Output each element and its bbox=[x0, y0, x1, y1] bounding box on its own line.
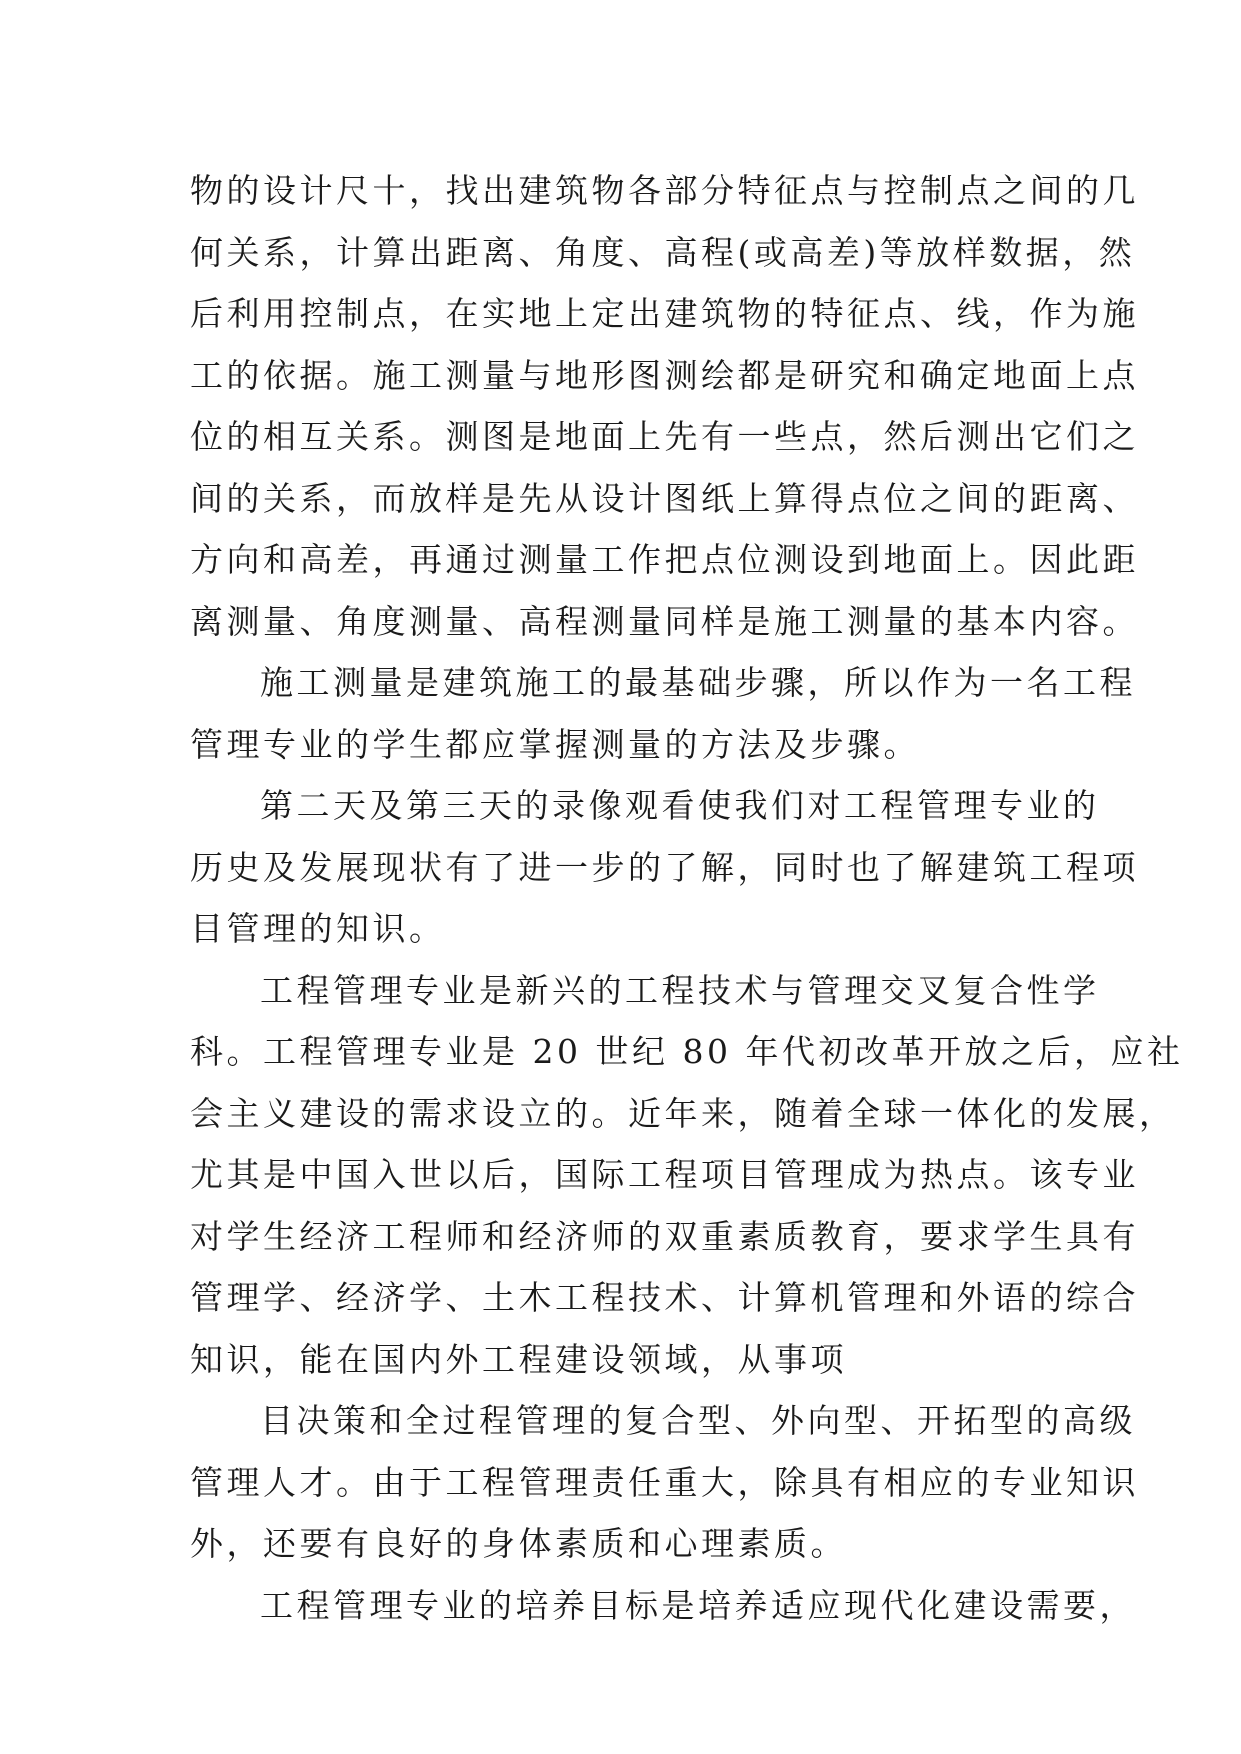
paragraph-2 bbox=[190, 652, 1136, 775]
text-line: 尤其是中国入世以后，国际工程项目管理成为热点。该专业 bbox=[190, 1155, 1139, 1194]
text-line: 离测量、角度测量、高程测量同样是施工测量的基本内容。 bbox=[190, 601, 1139, 641]
text-line: 知识，能在国内外工程建设领域，从事项 bbox=[190, 1339, 847, 1379]
text-line: 科。工程管理专业是 20 世纪 80 年代初改革开放之后，应社 bbox=[190, 1032, 1184, 1071]
text-line: 工程管理专业的培养目标是培养适应现代化建设需要， bbox=[260, 1585, 1136, 1625]
text-line: 何关系，计算出距离、角度、高程(或高差)等放样数据，然 bbox=[190, 232, 1136, 272]
text-line: 方向和高差，再通过测量工作把点位测设到地面上。因此距 bbox=[190, 540, 1139, 579]
text-line: 管理学、经济学、土木工程技术、计算机管理和外语的综合 bbox=[190, 1278, 1139, 1317]
paragraph-5 bbox=[190, 1390, 1139, 1575]
text-line: 间的关系，而放样是先从设计图纸上算得点位之间的距离、 bbox=[190, 478, 1139, 518]
text-line: 目决策和全过程管理的复合型、外向型、开拓型的高级 bbox=[260, 1401, 1136, 1440]
text-line: 施工测量是建筑施工的最基础步骤，所以作为一名工程 bbox=[260, 663, 1136, 702]
text-line: 位的相互关系。测图是地面上先有一些点，然后测出它们之 bbox=[190, 417, 1139, 456]
text-line: 外，还要有良好的身体素质和心理素质。 bbox=[190, 1524, 847, 1563]
paragraph-6 bbox=[190, 1575, 1136, 1637]
text-line: 工的依据。施工测量与地形图测绘都是研究和确定地面上点 bbox=[190, 355, 1139, 395]
text-line: 物的设计尺十，找出建筑物各部分特征点与控制点之间的几 bbox=[190, 171, 1139, 210]
text-line: 工程管理专业是新兴的工程技术与管理交叉复合性学 bbox=[260, 970, 1100, 1010]
text-line: 会主义建设的需求设立的。近年来，随着全球一体化的发展， bbox=[190, 1093, 1176, 1133]
text-line: 管理专业的学生都应掌握测量的方法及步骤。 bbox=[190, 724, 920, 764]
text-line: 后利用控制点，在实地上定出建筑物的特征点、线，作为施 bbox=[190, 294, 1139, 333]
text-line: 管理人才。由于工程管理责任重大，除具有相应的专业知识 bbox=[190, 1462, 1139, 1502]
paragraph-3 bbox=[190, 775, 1139, 960]
text-line: 第二天及第三天的录像观看使我们对工程管理专业的 bbox=[260, 786, 1100, 825]
paragraph-4 bbox=[190, 960, 1184, 1391]
paragraph-1 bbox=[190, 160, 1139, 652]
text-line: 历史及发展现状有了进一步的了解，同时也了解建筑工程项 bbox=[190, 847, 1139, 887]
body-text bbox=[190, 160, 1184, 1636]
text-line: 目管理的知识。 bbox=[190, 909, 446, 948]
text-line: 对学生经济工程师和经济师的双重素质教育，要求学生具有 bbox=[190, 1216, 1139, 1256]
